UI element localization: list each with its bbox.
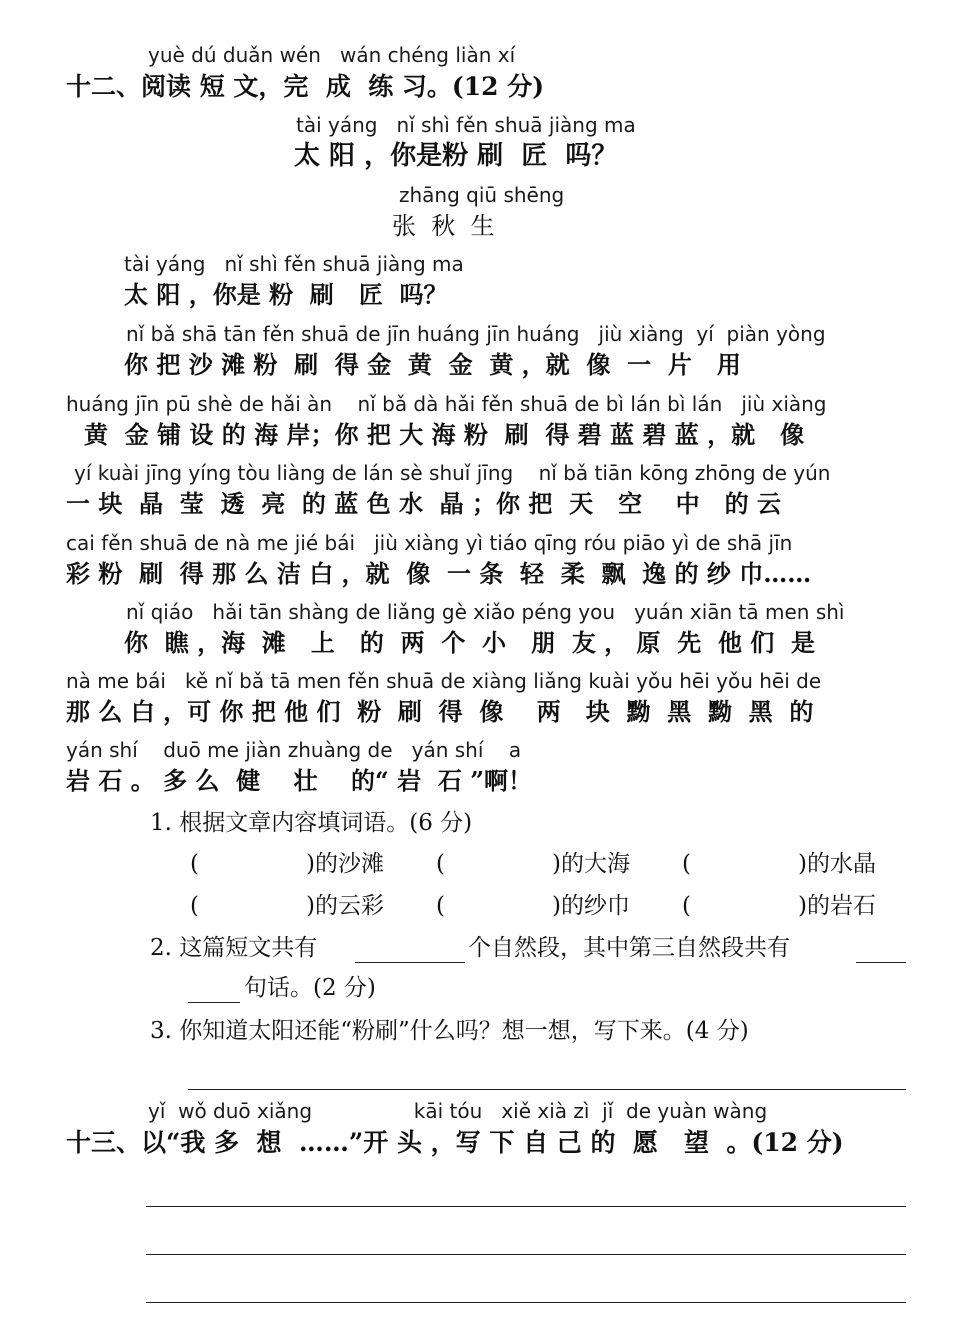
question-3: 3. 你知道太阳还能“粉刷”什么吗？想一想，写下来。(4 分) xyxy=(150,1018,749,1044)
story-line-pinyin: tài yáng nǐ shì fěn shuā jiàng ma xyxy=(124,252,464,276)
section12-heading: 十二、阅读 短 文，完 成 练 习。(12 分) xyxy=(66,72,545,101)
section13-heading: 十三、以“我 多 想 ……”开 头 ，写 下 自 己 的 愿 望 。(12 分) xyxy=(66,1128,844,1157)
open-paren: ( xyxy=(436,851,445,877)
fill-label: )的纱巾 xyxy=(552,893,630,919)
writing-line[interactable] xyxy=(146,1206,906,1207)
sentence-count-blank[interactable] xyxy=(856,940,906,963)
story-line-text: 黄 金 铺 设 的 海 岸；你 把 大 海 粉 刷 得 碧 蓝 碧 蓝 ，就 像 xyxy=(84,420,805,449)
author-pinyin: zhāng qiū shēng xyxy=(399,183,565,207)
question-1: 1. 根据文章内容填词语。(6 分) xyxy=(150,810,473,836)
open-paren: ( xyxy=(682,893,691,919)
answer-blank[interactable] xyxy=(205,892,303,922)
writing-line[interactable] xyxy=(146,1254,906,1255)
paragraph-count-blank[interactable] xyxy=(355,940,465,963)
answer-blank[interactable] xyxy=(205,850,303,880)
open-paren: ( xyxy=(682,851,691,877)
story-line-pinyin: nà me bái kě nǐ bǎ tā men fěn shuā de xiàng liǎng kuài yǒu hēi yǒu hēi de xyxy=(66,669,822,693)
question-2-part-a: 2. 这篇短文共有 xyxy=(150,935,318,961)
answer-line[interactable] xyxy=(188,1089,906,1090)
story-line-pinyin: yí kuài jīng yíng tòu liàng de lán sè shuǐ jīng nǐ bǎ tiān kōng zhōng de yún xyxy=(74,461,831,485)
question-2-part-c: 句话。(2 分) xyxy=(244,975,376,1001)
story-line-pinyin: nǐ qiáo hǎi tān shàng de liǎng gè xiǎo péng you yuán xiān tā men shì xyxy=(126,600,845,624)
story-line-text: 彩 粉 刷 得 那 么 洁 白 ，就 像 一 条 轻 柔 飘 逸 的 纱 巾…… xyxy=(66,559,812,588)
fill-label: )的沙滩 xyxy=(306,851,384,877)
sentence-count-blank-cont[interactable] xyxy=(188,980,240,1003)
story-line-pinyin: cai fěn shuā de nà me jié bái jiù xiàng yì tiáo qīng róu piāo yì de shā jīn xyxy=(66,531,793,555)
story-line-text: 太 阳 ，你是 粉 刷 匠 吗？ xyxy=(124,280,448,309)
story-line-text: 你 把 沙 滩 粉 刷 得 金 黄 金 黄 ，就 像 一 片 用 xyxy=(124,350,741,379)
title-pinyin: tài yáng nǐ shì fěn shuā jiàng ma xyxy=(296,113,636,137)
open-paren: ( xyxy=(190,851,199,877)
story-line-text: 一 块 晶 莹 透 亮 的 蓝 色 水 晶 ；你 把 天 空 中 的 云 xyxy=(66,489,782,518)
answer-blank[interactable] xyxy=(697,892,795,922)
story-line-pinyin: huáng jīn pū shè de hǎi àn nǐ bǎ dà hǎi fěn shuā de bì lán bì lán jiù xiàng xyxy=(66,392,827,416)
open-paren: ( xyxy=(436,893,445,919)
story-line-text: 你 瞧 ，海 滩 上 的 两 个 小 朋 友 ， 原 先 他 们 是 xyxy=(124,628,816,657)
fill-label: )的云彩 xyxy=(306,893,384,919)
answer-blank[interactable] xyxy=(451,892,549,922)
story-title: 太 阳 ，你是粉 刷 匠 吗？ xyxy=(294,141,618,171)
section13-pinyin: yǐ wǒ duō xiǎng kāi tóu xiě xià zì jǐ de yuàn wàng xyxy=(148,1099,768,1123)
story-line-pinyin: yán shí duō me jiàn zhuàng de yán shí a xyxy=(66,738,522,762)
fill-label: )的水晶 xyxy=(798,851,876,877)
story-line-text: 那 么 白 ，可 你 把 他 们 粉 刷 得 像 两 块 黝 黑 黝 黑 的 xyxy=(66,697,814,726)
fill-label: )的岩石 xyxy=(798,893,876,919)
section12-pinyin: yuè dú duǎn wén wán chéng liàn xí xyxy=(148,43,516,67)
fill-label: )的大海 xyxy=(552,851,630,877)
open-paren: ( xyxy=(190,893,199,919)
story-author: 张 秋 生 xyxy=(392,212,495,240)
answer-blank[interactable] xyxy=(697,850,795,880)
answer-blank[interactable] xyxy=(451,850,549,880)
story-line-pinyin: nǐ bǎ shā tān fěn shuā de jīn huáng jīn huáng jiù xiàng yí piàn yòng xyxy=(126,322,826,346)
question-2-part-b: 个自然段，其中第三自然段共有 xyxy=(468,935,790,961)
writing-line[interactable] xyxy=(146,1302,906,1303)
story-line-text: 岩 石 。 多 么 健 壮 的“ 岩 石 ”啊！ xyxy=(66,766,533,795)
